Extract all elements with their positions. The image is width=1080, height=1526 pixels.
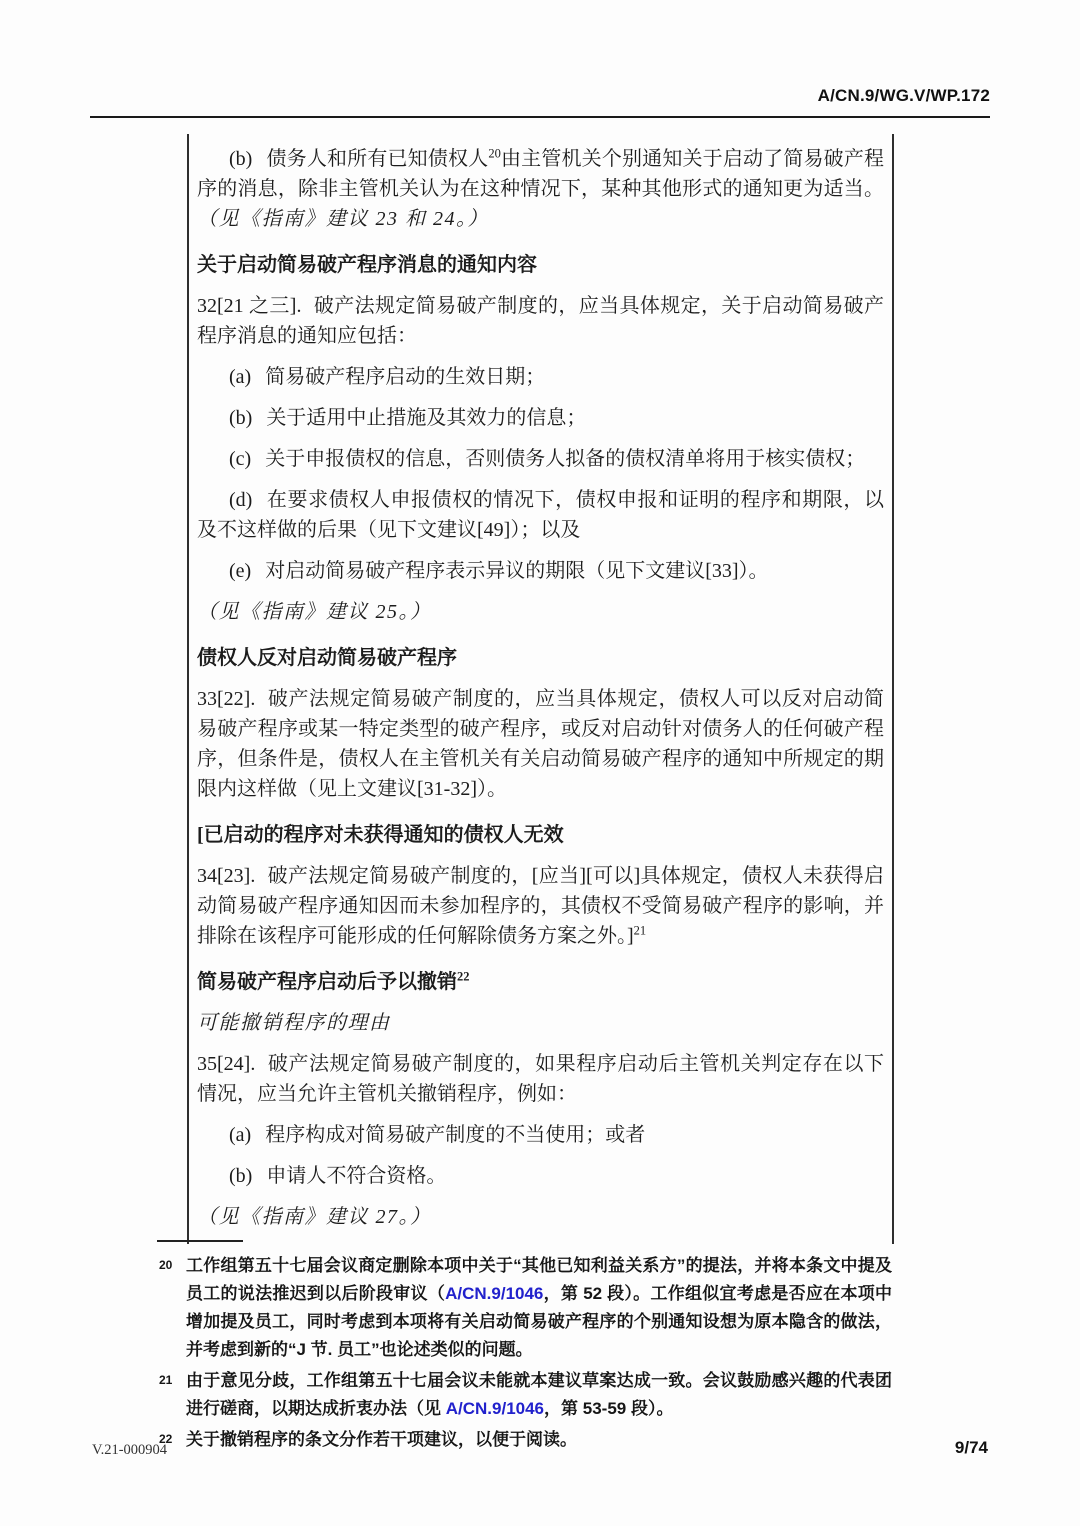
footnote-text: 工作组第五十七届会议商定删除本项中关于“其他已知利益关系方”的提法，并将本条文中提及员工的说法推迟到以后阶段审议（ bbox=[186, 1256, 892, 1303]
paragraph-number: 33[22]. bbox=[197, 688, 256, 710]
item-label: (c) bbox=[229, 448, 252, 470]
item-text: 在要求债权人申报债权的情况下，债权申报和证明的程序和期限，以及不这样做的后果（见下文建议[49]）；以及 bbox=[197, 489, 884, 541]
paragraph-text: 破产法规定简易破产制度的，[应当][可以]具体规定，债权人未获得启动简易破产程序通知因而未参加程序的，其债权不受简易破产程序的影响，并排除在该程序可能形成的任何解除债务方案之外。] bbox=[197, 865, 884, 947]
footnote-21 bbox=[155, 1367, 892, 1423]
paragraph-number: 32[21 之三]. bbox=[197, 295, 302, 317]
list-item bbox=[197, 556, 884, 586]
paragraph-number: 34[23]. bbox=[197, 865, 256, 887]
paragraph-34 bbox=[197, 861, 884, 951]
item-label: (a) bbox=[229, 1124, 252, 1146]
item-text: 程序构成对简易破产制度的不当使用；或者 bbox=[265, 1124, 646, 1146]
paragraph-text: 破产法规定简易破产制度的，应当具体规定，债权人可以反对启动简易破产程序或某一特定类型的破产程序，或反对启动针对债务人的任何破产程序，但条件是，债权人在主管机关有关启动简易破产程序的通知中所规定的期限内这样做（见上文建议[31-32]）。 bbox=[197, 688, 884, 800]
paragraph-b bbox=[197, 144, 884, 234]
footnote-number: 22 bbox=[159, 1432, 173, 1446]
footnote-text: 关于撤销程序的条文分作若干项建议，以便于阅读。 bbox=[186, 1430, 577, 1449]
list-item bbox=[197, 444, 884, 474]
item-text: 关于适用中止措施及其效力的信息； bbox=[266, 407, 587, 429]
list-item bbox=[197, 362, 884, 392]
section-heading-ineffective: [已启动的程序对未获得通知的债权人无效 bbox=[197, 824, 564, 846]
guide-reference: （见《指南》建议 27。） bbox=[197, 1206, 432, 1228]
header-rule bbox=[90, 116, 990, 118]
paragraph-range: 52 bbox=[583, 1284, 603, 1303]
item-label: (e) bbox=[229, 560, 252, 582]
document-id: V.21-000904 bbox=[92, 1442, 168, 1458]
item-text: 申请人不符合资格。 bbox=[266, 1165, 447, 1187]
footnote-ref-22: 22 bbox=[457, 969, 470, 984]
footnote-text: ，第 bbox=[543, 1284, 584, 1303]
section-heading-notice-content: 关于启动简易破产程序消息的通知内容 bbox=[197, 254, 537, 276]
footnote-text: 段）。 bbox=[626, 1399, 674, 1418]
footnote-number: 21 bbox=[159, 1373, 173, 1387]
paragraph-text: 破产法规定简易破产制度的，应当具体规定，关于启动简易破产程序消息的通知应包括： bbox=[197, 295, 884, 347]
document-link[interactable]: A/CN.9/1046 bbox=[445, 1284, 544, 1303]
paragraph-text: 债务人和所有已知债权人 bbox=[266, 148, 489, 170]
footnote-separator bbox=[157, 1240, 243, 1242]
item-label: (b) bbox=[229, 407, 253, 429]
footnote-22 bbox=[155, 1426, 892, 1454]
paragraph-text: 由主管机关个别通知关于启动了简易破产程序的消息，除非主管机关认为在这种情况下，某种其他形式的通知更为适当。 bbox=[197, 148, 885, 200]
paragraph-text: 破产法规定简易破产制度的，如果程序启动后主管机关判定存在以下情况，应当允许主管机关撤销程序，例如： bbox=[197, 1053, 884, 1105]
item-text: 对启动简易破产程序表示异议的期限（见下文建议[33]）。 bbox=[265, 560, 769, 582]
section-heading-creditor-objection: 债权人反对启动简易破产程序 bbox=[197, 647, 457, 669]
guide-reference: （见《指南》建议 23 和 24。） bbox=[197, 208, 489, 230]
item-label: (b) bbox=[229, 1165, 253, 1187]
paragraph-32 bbox=[197, 291, 884, 351]
paragraph-range: 53-59 bbox=[582, 1399, 627, 1418]
page-number: 9/74 bbox=[954, 1438, 988, 1457]
document-symbol: A/CN.9/WG.V/WP.172 bbox=[817, 86, 990, 105]
section-heading-dismissal bbox=[197, 967, 884, 997]
guide-reference: （见《指南》建议 25。） bbox=[197, 601, 432, 623]
footnotes-section bbox=[155, 1240, 892, 1457]
boxed-draft-text bbox=[187, 134, 894, 1244]
item-label: (d) bbox=[229, 489, 253, 511]
footnote-text: 由于意见分歧，工作组第五十七届会议未能就本建议草案达成一致。会议鼓励感兴趣的代表团进行磋商，以期达成折衷办法（见 bbox=[186, 1371, 892, 1418]
footnote-number: 20 bbox=[159, 1258, 173, 1272]
list-item bbox=[197, 485, 884, 545]
list-item bbox=[197, 403, 884, 433]
item-label: (a) bbox=[229, 366, 252, 388]
footnote-20 bbox=[155, 1252, 892, 1364]
item-text: 关于申报债权的信息，否则债务人拟备的债权清单将用于核实债权； bbox=[265, 448, 866, 470]
footnote-text: ，第 bbox=[544, 1399, 583, 1418]
item-text: 简易破产程序启动的生效日期； bbox=[265, 366, 546, 388]
heading-text: 简易破产程序启动后予以撤销 bbox=[197, 971, 457, 993]
list-item bbox=[197, 1161, 884, 1191]
subheading-grounds: 可能撤销程序的理由 bbox=[197, 1012, 391, 1034]
footnote-ref-21: 21 bbox=[633, 923, 647, 938]
paragraph-number: 35[24]. bbox=[197, 1053, 256, 1075]
document-link[interactable]: A/CN.9/1046 bbox=[445, 1399, 545, 1418]
paragraph-35 bbox=[197, 1049, 884, 1109]
paragraph-33 bbox=[197, 684, 884, 804]
item-label: (b) bbox=[229, 148, 253, 170]
footnote-text: 段）。工作组似宜考虑是否应在本项中增加提及员工，同时考虑到本项将有关启动简易破产程序的个别通知设想为原本隐含的做法，并考虑到新的“J 节. 员工”也论述类似的问题。 bbox=[186, 1284, 893, 1359]
list-item bbox=[197, 1120, 884, 1150]
footnote-ref-20: 20 bbox=[488, 146, 501, 161]
